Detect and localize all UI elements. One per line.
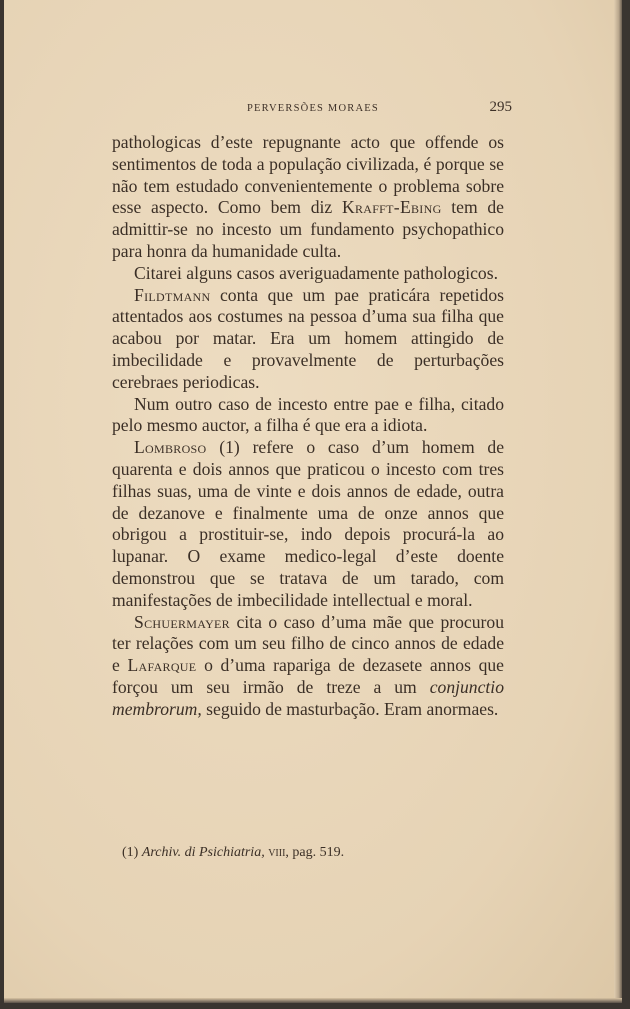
paragraph-3-text: conta que um pae praticára repetidos attentados aos costumes na pessoa d’uma sua filha que acabou por matar. Era um homem attingido de imbecilidade e provavelmente de perturbações cerebraes periodicas. <box>112 284 504 392</box>
author-name-krafft-ebing: Krafft-Ebing <box>341 197 442 218</box>
latin-phrase: conjunctio membrorum, <box>112 676 504 719</box>
body-text <box>112 132 504 721</box>
page-edge-bottom <box>4 998 622 1003</box>
paragraph-5-text: (1) refere o caso d’um homem de quarenta e dois annos que praticou o incesto com tres filhas suas, uma de vinte e dois annos de edade, outra de dezanove e finalmente uma de onze annos que obrigou a prostituir-se, indo depois procurá-la ao lupanar. O exame medico-legal d’este doente demonstrou que se tratava de um tarado, com manifestações de imbecilidade intellectual e moral. <box>112 437 505 610</box>
paragraph-3 <box>112 285 504 394</box>
footnote <box>122 845 502 861</box>
paragraph-1-text: pathologicas d’este repugnante acto que offende os sentimentos de toda a população civilizada, é porque se não tem estudado convenientemente o problema sobre esse aspecto. Como bem diz <box>112 132 504 218</box>
footnote-page: pag. 519. <box>292 845 345 860</box>
running-head <box>112 99 516 121</box>
paragraph-6-text-b: o d’uma rapariga de dezasete annos que forçou um seu irmão de treze a um <box>112 655 504 697</box>
paragraph-6-text-a: cita o caso d’uma mãe que procurou ter relações com um seu filho de cinco annos de edade e <box>112 611 504 676</box>
paragraph-4: Num outro caso de incesto entre pae e filha, citado pelo mesmo auctor, a filha é que era a idiota. <box>112 393 504 436</box>
paragraph-2: Citarei alguns casos averiguadamente pathologicos. <box>134 262 498 283</box>
page-number: 295 <box>489 99 512 115</box>
paragraph-1-rest: tem de admittir-se no incesto um fundamento psychopathico para honra da humanidade culta. <box>112 197 504 261</box>
paragraph-1 <box>112 132 504 263</box>
author-name-lafarque: Lafarque <box>127 655 197 676</box>
footnote-marker: (1) <box>122 845 139 860</box>
author-name-lombroso: Lombroso <box>134 437 207 458</box>
paragraph-5 <box>112 437 504 611</box>
author-name-schuermayer: Schuermayer <box>134 611 230 632</box>
footnote-volume: viii, <box>268 845 289 860</box>
paragraph-6-text-c: seguido de masturbação. Eram anormaes. <box>206 698 499 719</box>
page-edge-right <box>614 0 622 1003</box>
author-name-fildtmann: Fildtmann <box>134 284 211 305</box>
footnote-source: Archiv. di Psichiatria, <box>141 845 265 860</box>
running-head-title: PERVERSÕES MORAES <box>247 103 379 114</box>
book-page <box>4 0 622 1003</box>
paragraph-6 <box>112 612 504 721</box>
